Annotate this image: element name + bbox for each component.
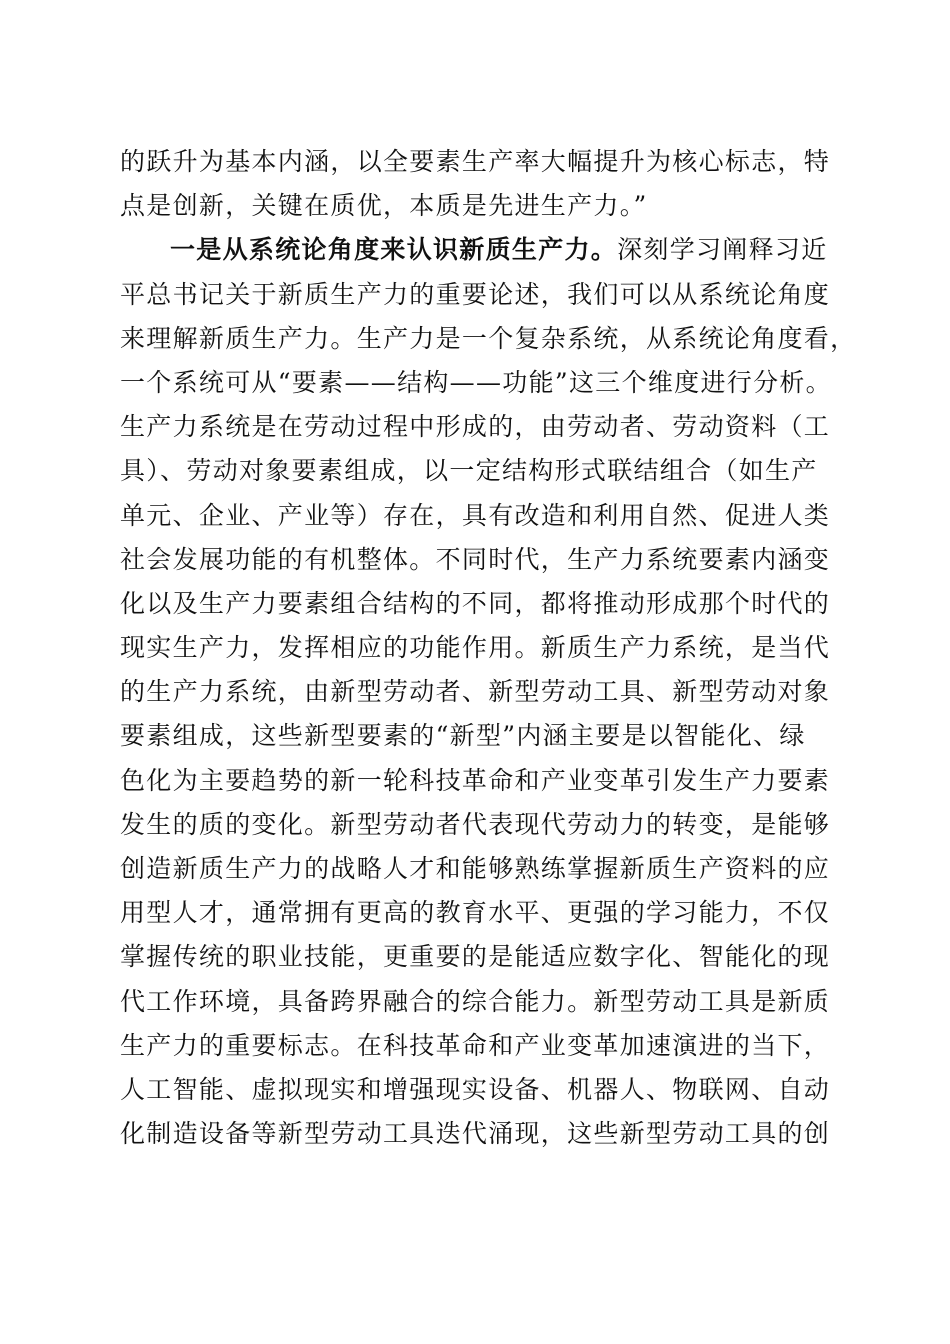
- text-line: 化制造设备等新型劳动工具迭代涌现，这些新型劳动工具的创: [120, 1119, 831, 1149]
- text-line: 色化为主要趋势的新一轮科技革命和产业变革引发生产力要素: [120, 765, 831, 795]
- text-line: 单元、企业、产业等）存在，具有改造和利用自然、促进人类: [120, 500, 831, 530]
- text-line: 发生的质的变化。新型劳动者代表现代劳动力的转变，是能够: [120, 809, 831, 839]
- text-line: 平总书记关于新质生产力的重要论述，我们可以从系统论角度: [120, 279, 831, 309]
- text-line: 来理解新质生产力。生产力是一个复杂系统，从系统论角度看，: [120, 323, 857, 353]
- paragraph-first-line: [120, 228, 850, 272]
- text-line: 生产力系统是在劳动过程中形成的，由劳动者、劳动资料（工: [120, 412, 831, 442]
- text-line: 点是创新，关键在质优，本质是先进生产力。”: [120, 191, 648, 221]
- text-line: 用型人才，通常拥有更高的教育水平、更强的学习能力，不仅: [120, 898, 831, 928]
- text-line: 具）、劳动对象要素组成，以一定结构形式联结组合（如生产: [120, 456, 818, 486]
- text-line: 要素组成，这些新型要素的“新型”内涵主要是以智能化、绿: [120, 721, 806, 751]
- paragraph-heading: 一是从系统论角度来认识新质生产力。: [170, 235, 618, 265]
- text-line: 一个系统可从“要素——结构——功能”这三个维度进行分析。: [120, 367, 832, 397]
- text-line: 生产力的重要标志。在科技革命和产业变革加速演进的当下，: [120, 1030, 831, 1060]
- text-line: 掌握传统的职业技能，更重要的是能适应数字化、智能化的现: [120, 942, 831, 972]
- text-line: 现实生产力，发挥相应的功能作用。新质生产力系统，是当代: [120, 633, 831, 663]
- text-line: 的跃升为基本内涵，以全要素生产率大幅提升为核心标志，特: [120, 147, 831, 176]
- text-line: 代工作环境，具备跨界融合的综合能力。新型劳动工具是新质: [120, 986, 831, 1016]
- paragraph-heading-rest: 深刻学习阐释习近: [617, 235, 828, 265]
- text-line: 化以及生产力要素组合结构的不同，都将推动形成那个时代的: [120, 588, 831, 618]
- body-text: [120, 140, 857, 1156]
- text-line: 的生产力系统，由新型劳动者、新型劳动工具、新型劳动对象: [120, 677, 831, 707]
- text-line: 创造新质生产力的战略人才和能够熟练掌握新质生产资料的应: [120, 854, 831, 883]
- text-line: 社会发展功能的有机整体。不同时代，生产力系统要素内涵变: [120, 544, 831, 574]
- text-line: 人工智能、虚拟现实和增强现实设备、机器人、物联网、自动: [120, 1074, 831, 1104]
